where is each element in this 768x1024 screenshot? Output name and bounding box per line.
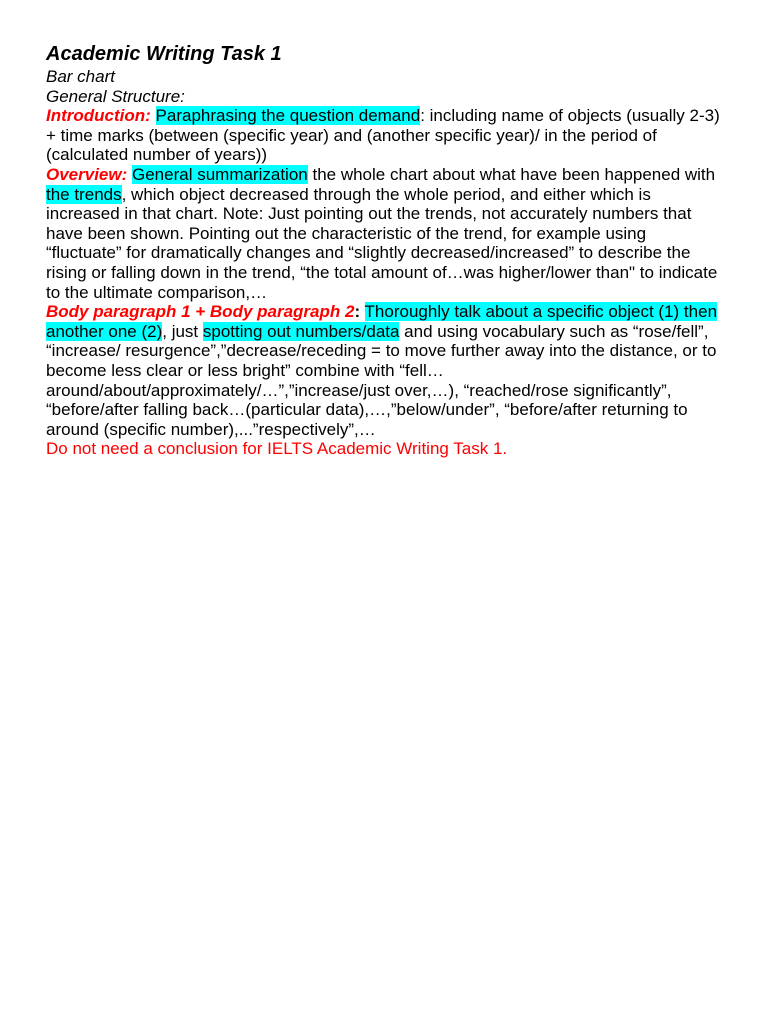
overview-text-1: the whole chart about what have been happened with [307,164,716,184]
body-text-2: and using vocabulary such as “rose/fell”, “increase/ resurgence”,”decrease/receding = to move further away into the distance, or to become less clear or less bright” combine with “fell…around/about/approximately/…”,”increase/just over,…), “reached/rose significantly”, “before/after falling back…(particular data),…,”below/under”, “before/after returning to around (specific number),...”respectively”,… [46,321,717,439]
document-page [46,42,726,459]
body-paragraph [46,302,726,439]
body-text-1: , just [162,321,203,341]
body-colon: : [354,302,361,322]
conclusion-note: Do not need a conclusion for IELTS Academic Writing Task 1. [46,439,508,459]
body-highlight-numbers: spotting out numbers/data [202,321,400,341]
overview-text-2: , which object decreased through the whole period, and either which is increased in that chart. Note: Just pointing out the trends, not accurately numbers that have been shown. Pointing out the characteristic of the trend, for example using “fluctuate” for dramatically changes and “slightly decreased/increased” to describe the rising or falling down in the trend, “the total amount of…was higher/lower than" to indicate to the ultimate comparison,… [46,184,718,302]
overview-label: Overview: [46,164,128,184]
document-title: Academic Writing Task 1 [46,43,282,65]
introduction-label: Introduction: [46,106,151,126]
introduction-text: : including name of objects (usually 2-3) + time marks (between (specific year) and (another specific year)/ in the period of (calculated number of years)) [46,106,720,165]
introduction-space [151,106,156,125]
overview-paragraph [46,165,726,302]
overview-highlight-summarization: General summarization [132,164,308,184]
body-label: Body paragraph 1 + Body paragraph 2 [46,302,355,322]
structure-heading: General Structure: [46,86,185,106]
body-highlight-objects: Thoroughly talk about a specific object (1) then another one (2) [46,302,718,341]
body-space [360,302,364,321]
introduction-highlight: Paraphrasing the question demand [155,106,421,126]
overview-highlight-trends: the trends [46,184,122,204]
introduction-paragraph [46,106,726,165]
chart-type-label: Bar chart [46,67,115,86]
